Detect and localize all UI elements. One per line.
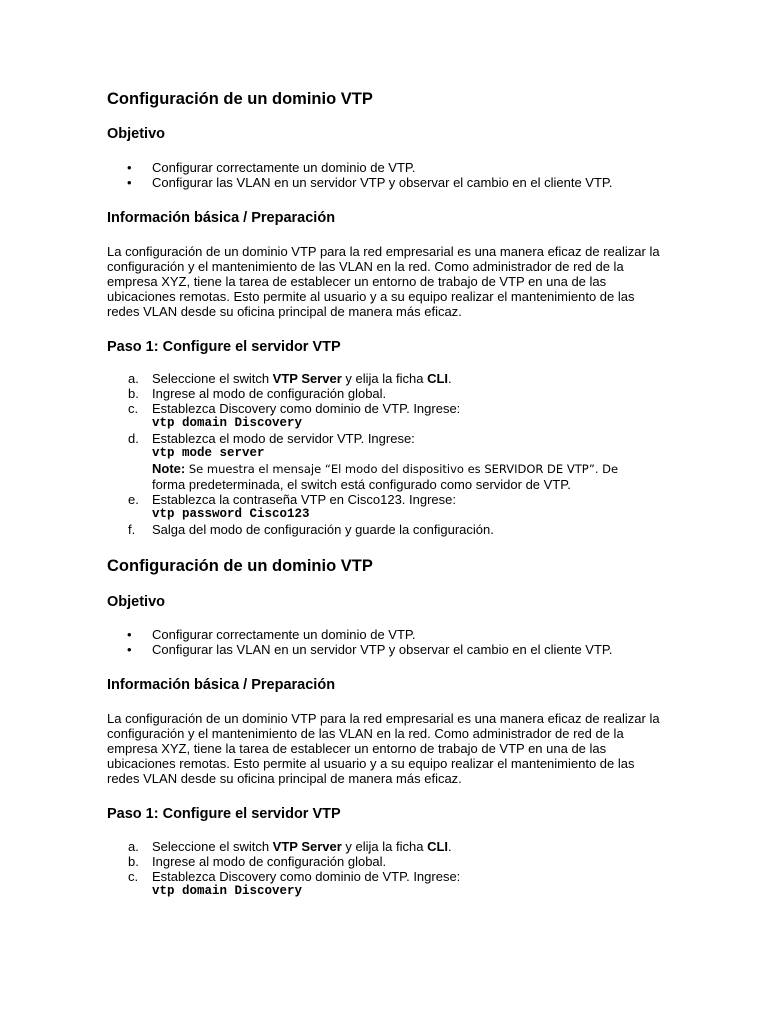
step-text: Seleccione el switch: [152, 371, 273, 386]
step-text: Ingrese al modo de configuración global.: [152, 386, 387, 401]
step-text: Establezca Discovery como dominio de VTP. Ingrese:: [152, 401, 461, 416]
list-item: • Configurar las VLAN en un servidor VTP y observar el cambio en el cliente VTP.: [107, 642, 613, 657]
step-text: Establezca Discovery como dominio de VTP. Ingrese:: [152, 869, 461, 884]
background-paragraph: La configuración de un dominio VTP para la red empresarial es una manera eficaz de realizar la configuración y el mantenimiento de las VLAN en la red. Como administrador de red de la empresa XYZ, tiene la tarea de establecer un entorno de trabajo de VTP en una de las ubicaciones remotas. Esto permite al usuario y a su equipo realizar el mantenimiento de las redes VLAN desde su oficina principal de manera más eficaz.: [107, 244, 660, 319]
step-marker: b.: [128, 386, 139, 401]
step-text: Ingrese al modo de configuración global.: [152, 854, 387, 869]
command-code: vtp domain Discovery: [152, 884, 303, 898]
note-continuation: forma predeterminada, el switch está configurado como servidor de VTP.: [152, 477, 571, 492]
objective-heading: Objetivo: [107, 126, 166, 142]
step-heading: Paso 1: Configure el servidor VTP: [107, 806, 341, 822]
step-item-a: [107, 839, 460, 854]
step-text: y elija la ficha: [341, 839, 428, 854]
background-paragraph: La configuración de un dominio VTP para la red empresarial es una manera eficaz de realizar la configuración y el mantenimiento de las VLAN en la red. Como administrador de red de la empresa XYZ, tiene la tarea de establecer un entorno de trabajo de VTP en una de las ubicaciones remotas. Esto permite al usuario y a su equipo realizar el mantenimiento de las redes VLAN desde su oficina principal de manera más eficaz.: [107, 711, 660, 786]
step-marker: c.: [128, 869, 139, 884]
note: [152, 461, 618, 477]
step-item-c: [107, 869, 460, 899]
step-text: Seleccione el switch: [152, 839, 273, 854]
step-text: Establezca el modo de servidor VTP. Ingrese:: [152, 431, 415, 446]
step-text: Salga del modo de configuración y guarde la configuración.: [152, 522, 494, 537]
step-heading: Paso 1: Configure el servidor VTP: [107, 339, 341, 355]
objective-heading: Objetivo: [107, 594, 166, 610]
step-item-d: [107, 431, 618, 492]
step-text: .: [448, 839, 452, 854]
list-item: • Configurar correctamente un dominio de VTP.: [107, 160, 613, 175]
objective-list: [107, 160, 613, 190]
step-text: y elija la ficha: [341, 371, 428, 386]
document-title: Configuración de un dominio VTP: [107, 90, 373, 108]
command-code: vtp password Cisco123: [152, 507, 310, 521]
step-marker: f.: [128, 522, 136, 537]
step-item-b: [107, 386, 618, 401]
note-label: Note:: [152, 461, 186, 476]
step-list: [107, 371, 618, 537]
background-heading: Información básica / Preparación: [107, 210, 336, 226]
objective-list: [107, 627, 613, 657]
step-marker: e.: [128, 492, 139, 507]
step-text: Establezca la contraseña VTP en Cisco123. Ingrese:: [152, 492, 456, 507]
step-bold-text: CLI: [427, 839, 449, 854]
step-item-c: [107, 401, 618, 431]
step-item-f: [107, 522, 618, 537]
command-code: vtp mode server: [152, 446, 265, 460]
list-item: • Configurar correctamente un dominio de VTP.: [107, 627, 613, 642]
list-item: • Configurar las VLAN en un servidor VTP y observar el cambio en el cliente VTP.: [107, 175, 613, 190]
step-item-a: [107, 371, 618, 386]
step-bold-text: CLI: [427, 371, 449, 386]
step-marker: d.: [128, 431, 139, 446]
background-heading: Información básica / Preparación: [107, 677, 336, 693]
step-marker: a.: [128, 371, 139, 386]
note-text: Se muestra el mensaje “El modo del dispositivo es SERVIDOR DE VTP”. De: [185, 462, 619, 476]
step-bold-text: VTP Server: [272, 839, 342, 854]
step-marker: b.: [128, 854, 139, 869]
command-code: vtp domain Discovery: [152, 416, 303, 430]
step-item-e: [107, 492, 618, 522]
step-bold-text: VTP Server: [272, 371, 342, 386]
step-item-b: [107, 854, 460, 869]
step-marker: c.: [128, 401, 139, 416]
step-marker: a.: [128, 839, 139, 854]
step-list: [107, 839, 460, 899]
document-title: Configuración de un dominio VTP: [107, 557, 373, 575]
step-text: .: [448, 371, 452, 386]
